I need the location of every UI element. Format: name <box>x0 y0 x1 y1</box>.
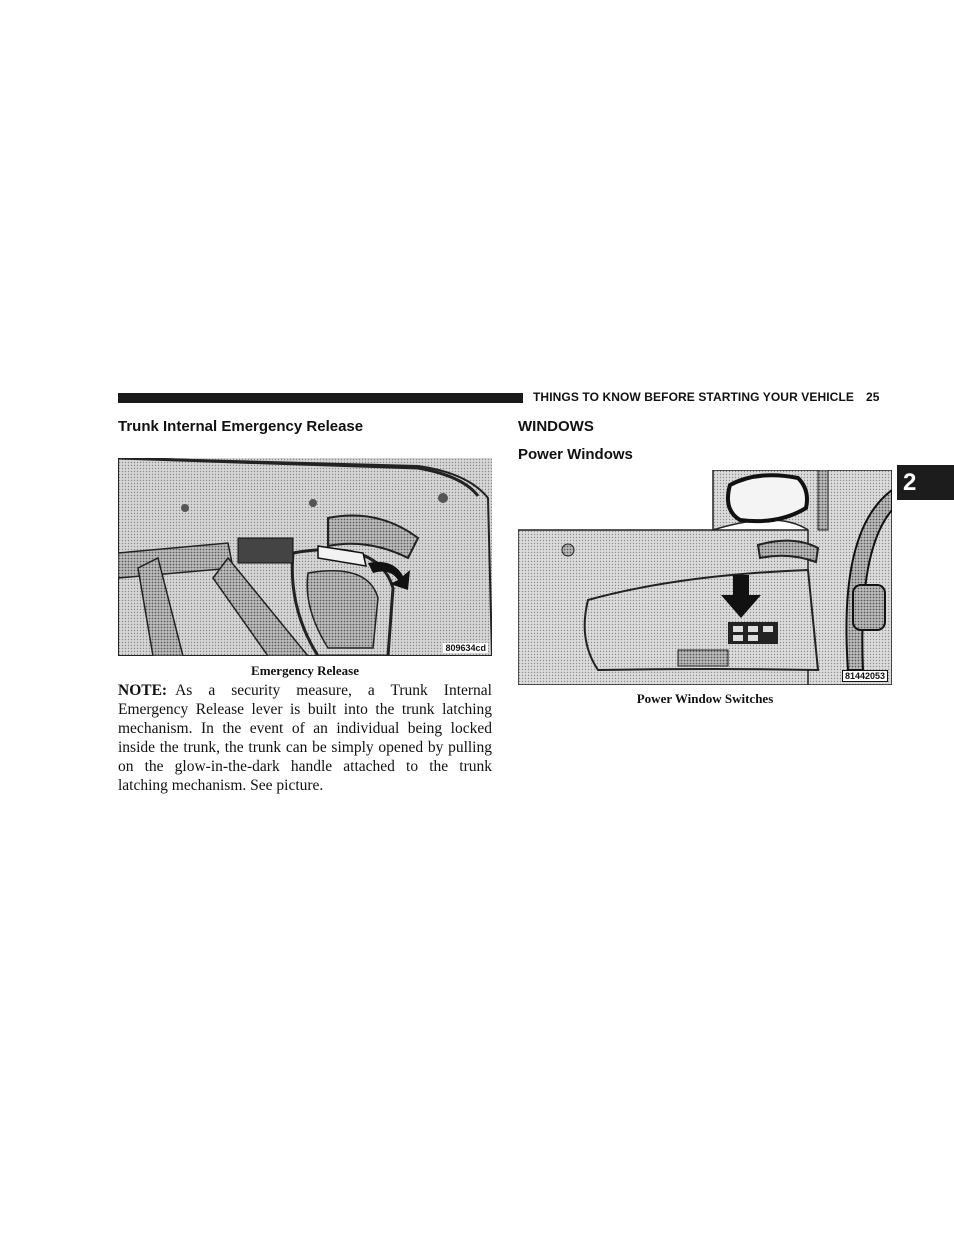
running-title: THINGS TO KNOW BEFORE STARTING YOUR VEHICLE <box>533 390 854 404</box>
note-text: As a security measure, a Trunk Internal Emergency Release lever is built into the trunk latching mechanism. In the event of an individual being locked inside the trunk, the trunk can be simply opened by pulling on the glow-in-the-dark handle attached to the trunk latching mechanism. See picture. <box>118 682 492 794</box>
door-illustration <box>518 470 892 685</box>
page-number: 25 <box>865 390 880 404</box>
trunk-release-heading: Trunk Internal Emergency Release <box>118 418 364 435</box>
emergency-release-caption: Emergency Release <box>251 663 359 678</box>
emergency-release-figure <box>118 458 492 656</box>
chapter-tab: 2 <box>897 465 954 500</box>
power-window-caption: Power Window Switches <box>636 691 774 706</box>
note-paragraph <box>118 681 492 795</box>
figure-code: 81442053 <box>842 670 888 682</box>
trunk-illustration <box>118 458 492 656</box>
power-windows-subheading: Power Windows <box>518 446 633 463</box>
power-window-figure <box>518 470 892 685</box>
note-label: NOTE: <box>118 682 168 699</box>
running-header <box>533 390 880 404</box>
figure-code: 809634cd <box>445 643 486 653</box>
header-rule <box>118 393 523 403</box>
windows-heading: WINDOWS <box>518 418 594 435</box>
